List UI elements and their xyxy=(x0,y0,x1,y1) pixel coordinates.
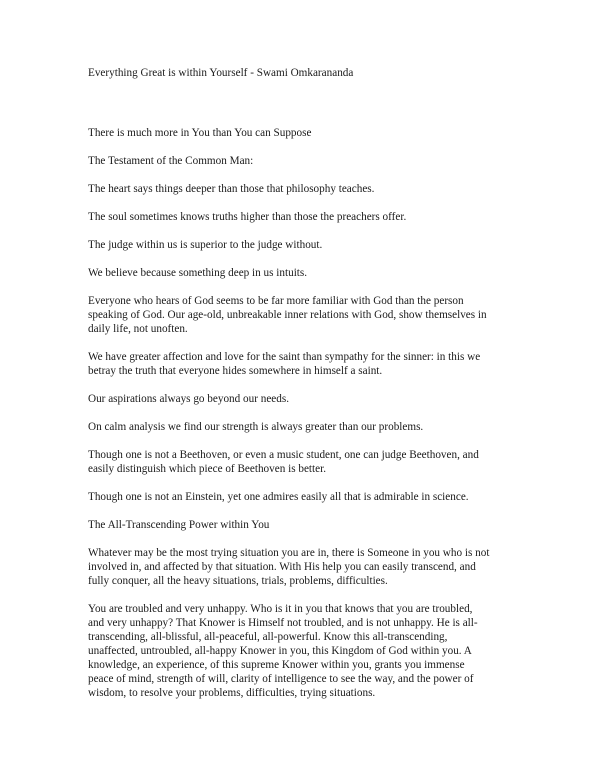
paragraph xyxy=(88,448,528,476)
paragraph-line: The Testament of the Common Man: xyxy=(88,155,254,167)
paragraph-line: We believe because something deep in us intuits. xyxy=(88,267,308,279)
paragraph-line: fully conquer, all the heavy situations, trials, problems, difficulties. xyxy=(88,575,388,587)
paragraph-line: There is much more in You than You can Suppose xyxy=(88,127,312,139)
paragraph-line: Though one is not an Einstein, yet one admires easily all that is admirable in science. xyxy=(88,491,469,503)
paragraph xyxy=(88,518,528,532)
paragraph-line: wisdom, to resolve your problems, difficulties, trying situations. xyxy=(88,687,376,699)
paragraph-line: The All-Transcending Power within You xyxy=(88,519,270,531)
paragraph-line: The judge within us is superior to the judge without. xyxy=(88,239,323,251)
document-body xyxy=(88,66,528,714)
paragraph-line: speaking of God. Our age-old, unbreakable inner relations with God, show themselves in xyxy=(88,309,487,321)
paragraph-line: Everyone who hears of God seems to be far more familiar with God than the person xyxy=(88,295,464,307)
paragraph xyxy=(88,546,528,588)
paragraph-line: You are troubled and very unhappy. Who is it in you that knows that you are troubled, xyxy=(88,603,473,615)
paragraph-line: Our aspirations always go beyond our needs. xyxy=(88,393,290,405)
paragraph-line: Whatever may be the most trying situation you are in, there is Someone in you who is not xyxy=(88,547,490,559)
paragraph-line: betray the truth that everyone hides somewhere in himself a saint. xyxy=(88,365,383,377)
paragraph-line: unaffected, untroubled, all-happy Knower in you, this Kingdom of God within you. A xyxy=(88,645,472,657)
paragraph xyxy=(88,126,528,140)
paragraph xyxy=(88,602,528,700)
paragraph-line: The soul sometimes knows truths higher than those the preachers offer. xyxy=(88,211,407,223)
paragraph-line: transcending, all-blissful, all-peaceful, all-powerful. Know this all-transcending, xyxy=(88,631,448,643)
paragraph xyxy=(88,490,528,504)
paragraph-line: The heart says things deeper than those that philosophy teaches. xyxy=(88,183,375,195)
document-title: Everything Great is within Yourself - Swami Omkarananda xyxy=(88,67,354,79)
paragraph-line: We have greater affection and love for the saint than sympathy for the sinner: in this we xyxy=(88,351,481,363)
paragraph-line: Though one is not a Beethoven, or even a music student, one can judge Beethoven, and xyxy=(88,449,479,461)
paragraph xyxy=(88,154,528,168)
paragraph xyxy=(88,266,528,280)
paragraph-line: and very unhappy? That Knower is Himself not troubled, and is not unhappy. He is all- xyxy=(88,617,478,629)
paragraph xyxy=(88,210,528,224)
paragraph-line: easily distinguish which piece of Beethoven is better. xyxy=(88,463,326,475)
paragraph-line: daily life, not unoften. xyxy=(88,323,188,335)
paragraph xyxy=(88,350,528,378)
paragraph xyxy=(88,294,528,336)
paragraph-line: On calm analysis we find our strength is always greater than our problems. xyxy=(88,421,424,433)
paragraph-line: peace of mind, strength of will, clarity of intelligence to see the way, and the power of xyxy=(88,673,474,685)
paragraph-line: involved in, and affected by that situation. With His help you can easily transcend, and xyxy=(88,561,476,573)
paragraph xyxy=(88,238,528,252)
paragraph xyxy=(88,392,528,406)
paragraph xyxy=(88,182,528,196)
paragraph-list xyxy=(88,126,528,700)
paragraph xyxy=(88,420,528,434)
paragraph-line: knowledge, an experience, of this supreme Knower within you, grants you immense xyxy=(88,659,465,671)
